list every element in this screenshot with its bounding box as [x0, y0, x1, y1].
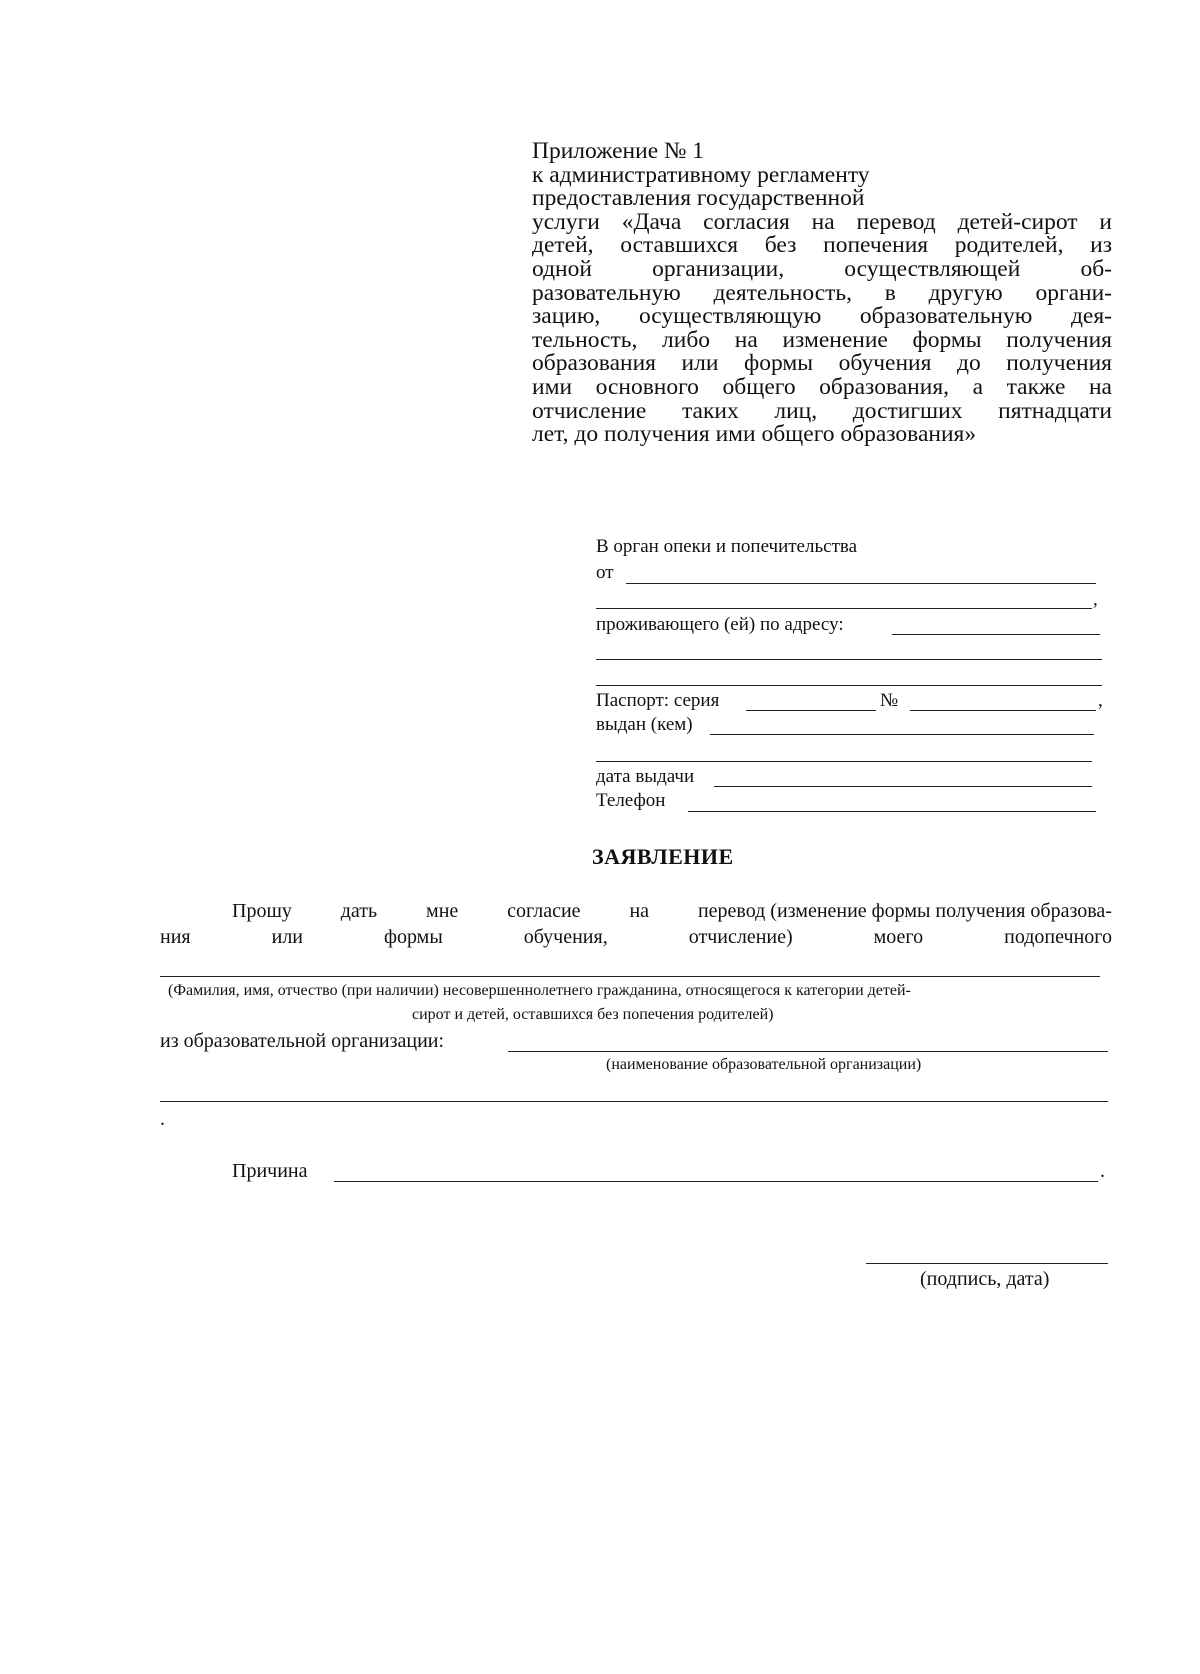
issued-by-field[interactable] — [710, 734, 1094, 735]
appendix-line: образования или формы обучения до получения — [532, 350, 1112, 377]
appendix-line: разовательную деятельность, в другую органи- — [532, 279, 1112, 306]
word: ния — [160, 926, 191, 948]
address-field-3[interactable] — [596, 685, 1102, 686]
from-name-field[interactable] — [626, 583, 1096, 584]
child-caption-2: сирот и детей, оставшихся без попечения родителей) — [412, 1006, 774, 1023]
addressee-from-label: от — [596, 562, 614, 583]
passport-number-label: № — [880, 690, 899, 711]
phone-field[interactable] — [688, 811, 1096, 812]
word: отчисление) — [688, 926, 793, 948]
appendix-line: отчисление таких лиц, достигших пятнадцати — [532, 397, 1112, 424]
address-field[interactable] — [892, 634, 1100, 635]
appendix-line: детей, оставшихся без попечения родителей, из — [532, 232, 1112, 259]
addressee-to: В орган опеки и попечительства — [596, 536, 858, 557]
signature-caption: (подпись, дата) — [920, 1268, 1050, 1290]
appendix-line: одной организации, осуществляющей об- — [532, 255, 1112, 282]
appendix-line: предоставления государственной — [532, 185, 865, 212]
reason-end: . — [1100, 1160, 1105, 1182]
request-line-2 — [160, 926, 1112, 949]
reason-field[interactable] — [334, 1181, 1098, 1182]
appendix-line: тельность, либо на изменение формы получения — [532, 326, 1112, 353]
appendix-note — [532, 140, 1112, 447]
word: Прошу — [232, 900, 292, 922]
document-title: ЗАЯВЛЕНИЕ — [592, 844, 734, 869]
comma: , — [1098, 690, 1103, 711]
word: перевод (изменение формы получения образова- — [697, 900, 1112, 922]
word: или — [271, 926, 303, 948]
signature-field[interactable] — [866, 1263, 1108, 1264]
appendix-line: зацию, осуществляющую образовательную дея- — [532, 303, 1112, 330]
org-name-field[interactable] — [508, 1051, 1108, 1052]
word: на — [629, 900, 650, 922]
passport-number-field[interactable] — [910, 710, 1096, 711]
appendix-line: к административному регламенту — [532, 161, 870, 188]
address-label: проживающего (ей) по адресу: — [596, 614, 844, 635]
passport-series-label: Паспорт: серия — [596, 690, 720, 711]
dot: . — [160, 1108, 165, 1130]
word: мне — [426, 900, 459, 922]
org-caption: (наименование образовательной организации) — [606, 1056, 922, 1073]
word: обучения, — [523, 926, 608, 948]
word: моего — [873, 926, 924, 948]
passport-series-field[interactable] — [746, 710, 876, 711]
issued-by-field-2[interactable] — [596, 761, 1092, 762]
issue-date-field[interactable] — [714, 786, 1092, 787]
word: дать — [340, 900, 378, 922]
issue-date-label: дата выдачи — [596, 766, 695, 787]
org-name-field-2[interactable] — [160, 1101, 1108, 1102]
request-line-1 — [232, 900, 1112, 923]
comma: , — [1093, 589, 1098, 610]
from-org-label: из образовательной организации: — [160, 1030, 445, 1052]
appendix-line: ими основного общего образования, а также на — [532, 373, 1112, 400]
word: подопечного — [1004, 926, 1112, 948]
appendix-line: услуги «Дача согласия на перевод детей-сирот и — [532, 208, 1112, 235]
from-name-field-2[interactable] — [596, 608, 1092, 609]
issued-by-label: выдан (кем) — [596, 714, 693, 735]
word: согласие — [507, 900, 581, 922]
word: формы — [384, 926, 443, 948]
reason-label: Причина — [232, 1160, 308, 1182]
appendix-line: Приложение № 1 — [532, 138, 705, 164]
child-caption-1: (Фамилия, имя, отчество (при наличии) несовершеннолетнего гражданина, относящегося к категории детей- — [168, 982, 911, 999]
phone-label: Телефон — [596, 790, 666, 811]
appendix-line: лет, до получения ими общего образования» — [532, 421, 977, 448]
address-field-2[interactable] — [596, 659, 1102, 660]
child-name-field[interactable] — [160, 976, 1100, 977]
